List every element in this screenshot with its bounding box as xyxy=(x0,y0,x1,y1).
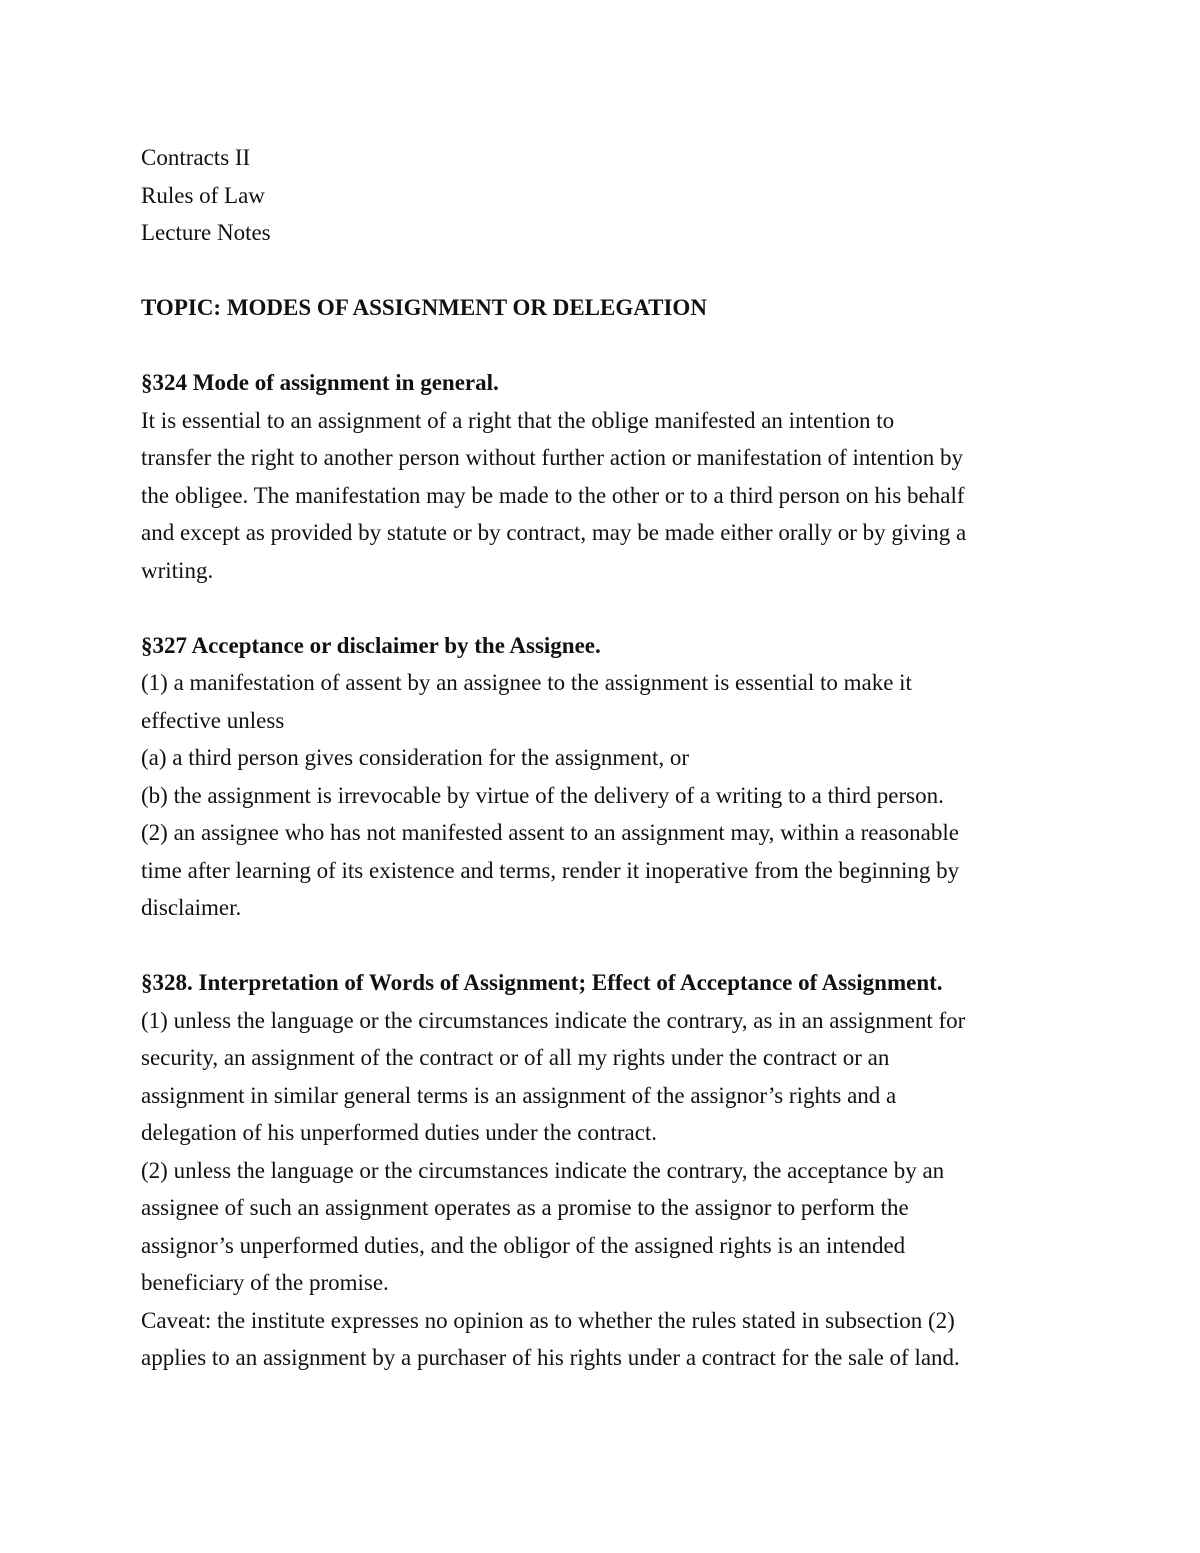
section-328 xyxy=(141,964,1071,1377)
section-text-line: It is essential to an assignment of a right that the oblige manifested an intention to xyxy=(141,407,895,433)
section-text-line: beneficiary of the promise. xyxy=(141,1270,389,1295)
section-text-line: and except as provided by statute or by contract, may be made either orally or by giving a xyxy=(141,520,967,545)
section-text-line: (2) unless the language or the circumstances indicate the contrary, the acceptance by an xyxy=(141,1157,945,1183)
document-type: Lecture Notes xyxy=(141,220,271,245)
caveat-line: Caveat: the institute expresses no opinion as to whether the rules stated in subsection (2) xyxy=(141,1307,955,1333)
document-body xyxy=(141,139,1071,1377)
spacer xyxy=(141,252,1071,290)
section-text-line: time after learning of its existence and terms, render it inoperative from the beginning by xyxy=(141,857,960,883)
section-heading: §327 Acceptance or disclaimer by the Assignee. xyxy=(141,632,601,658)
spacer xyxy=(141,327,1071,365)
section-text-line: assignee of such an assignment operates as a promise to the assignor to perform the xyxy=(141,1195,909,1220)
section-324 xyxy=(141,364,1071,589)
section-text-line: assignor’s unperformed duties, and the obligor of the assigned rights is an intended xyxy=(141,1232,906,1258)
section-text-line: disclaimer. xyxy=(141,895,242,920)
section-text-line: security, an assignment of the contract or of all my rights under the contract or an xyxy=(141,1045,890,1070)
course-title: Contracts II xyxy=(141,145,251,170)
section-text-line: (2) an assignee who has not manifested assent to an assignment may, within a reasonable xyxy=(141,820,959,845)
section-text-line: the obligee. The manifestation may be made to the other or to a third person on his behalf xyxy=(141,482,965,508)
caveat-line: applies to an assignment by a purchaser of his rights under a contract for the sale of land. xyxy=(141,1345,960,1370)
section-heading: §328. Interpretation of Words of Assignment; Effect of Acceptance of Assignment. xyxy=(141,970,943,995)
section-text-line: writing. xyxy=(141,557,214,583)
section-text-line: assignment in similar general terms is an assignment of the assignor’s rights and a xyxy=(141,1082,897,1108)
section-text-line: (1) unless the language or the circumstances indicate the contrary, as in an assignment for xyxy=(141,1007,966,1033)
section-text-line: (b) the assignment is irrevocable by virtue of the delivery of a writing to a third person. xyxy=(141,782,944,808)
subject-title: Rules of Law xyxy=(141,182,265,208)
spacer xyxy=(141,589,1071,627)
section-text-line: (a) a third person gives consideration for the assignment, or xyxy=(141,745,690,770)
section-text-line: delegation of his unperformed duties under the contract. xyxy=(141,1120,658,1145)
section-text-line: effective unless xyxy=(141,707,285,733)
section-heading: §324 Mode of assignment in general. xyxy=(141,370,499,395)
spacer xyxy=(141,927,1071,965)
topic-heading: TOPIC: MODES OF ASSIGNMENT OR DELEGATION xyxy=(141,295,707,320)
section-text-line: transfer the right to another person without further action or manifestation of intention by xyxy=(141,445,964,470)
section-text-line: (1) a manifestation of assent by an assignee to the assignment is essential to make it xyxy=(141,670,912,695)
section-327 xyxy=(141,627,1071,927)
